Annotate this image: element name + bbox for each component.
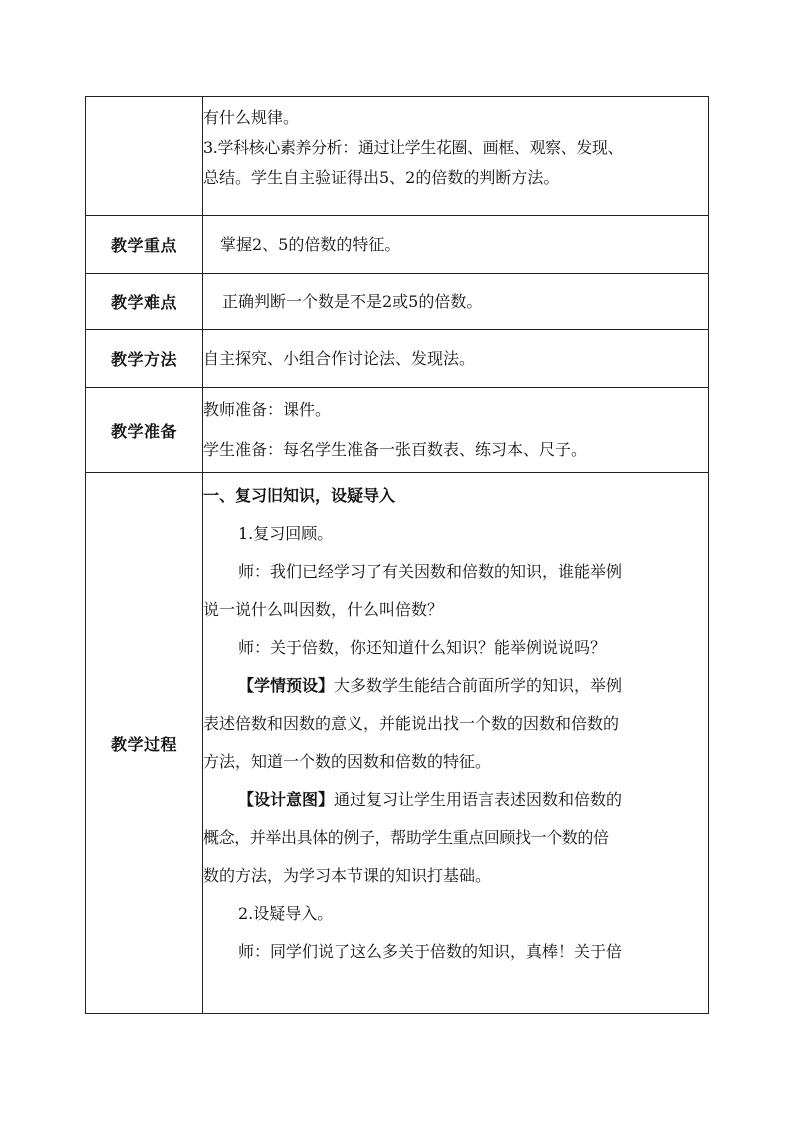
key-point-label: 教学重点 <box>86 216 203 274</box>
teacher-preparation: 教师准备：课件。 <box>203 400 332 419</box>
preparation-row <box>86 388 709 473</box>
objectives-line-3: 总结。学生自主验证得出5、2的倍数的判断方法。 <box>203 168 560 187</box>
method-content <box>203 330 709 388</box>
preparation-content <box>203 388 709 473</box>
objectives-line-1: 有什么规律。 <box>203 108 300 127</box>
process-row <box>86 473 709 1014</box>
student-preparation: 学生准备：每名学生准备一张百数表、练习本、尺子。 <box>203 440 588 459</box>
lesson-plan-table <box>85 96 709 1014</box>
preset-line-2: 表述倍数和因数的意义，并能说出找一个数的因数和倍数的 <box>203 714 620 733</box>
design-tag: 【设计意图】 <box>238 790 335 809</box>
preset-tag: 【学情预设】 <box>238 676 335 695</box>
key-point-row <box>86 216 709 274</box>
preparation-label: 教学准备 <box>86 388 203 473</box>
paragraph-3-line-1: 师：同学们说了这么多关于倍数的知识，真棒！关于倍 <box>238 942 623 961</box>
key-point-text: 掌握2、5的倍数的特征。 <box>220 234 401 254</box>
design-line-2: 概念，并举出具体的例子，帮助学生重点回顾找一个数的倍 <box>203 828 609 847</box>
preset-line-1 <box>203 667 708 705</box>
difficulty-content <box>203 274 709 330</box>
difficulty-label: 教学难点 <box>86 274 203 330</box>
process-content <box>203 473 709 1014</box>
objectives-content-cell <box>203 97 709 216</box>
paragraph-2: 师：关于倍数，你还知道什么知识？能举例说说吗？ <box>238 638 607 657</box>
objectives-line-2: 3.学科核心素养分析：通过让学生花圈、画框、观察、发现、 <box>203 138 624 157</box>
design-line-3: 数的方法，为学习本节课的知识打基础。 <box>203 866 492 885</box>
step-1-heading: 1.复习回顾。 <box>238 524 334 543</box>
method-row <box>86 330 709 388</box>
design-line-1 <box>203 781 708 819</box>
preset-line-3: 方法，知道一个数的因数和倍数的特征。 <box>203 752 492 771</box>
objectives-label-cell <box>86 97 203 216</box>
objectives-continued-row <box>86 97 709 216</box>
preset-text-1: 大多数学生能结合前面所学的知识，举例 <box>334 676 623 695</box>
design-text-1: 通过复习让学生用语言表述因数和倍数的 <box>334 790 623 809</box>
method-label: 教学方法 <box>86 330 203 388</box>
difficulty-row <box>86 274 709 330</box>
method-text: 自主探究、小组合作讨论法、发现法。 <box>203 348 476 368</box>
paragraph-1-line-2: 说一说什么叫因数，什么叫倍数？ <box>203 600 444 619</box>
step-2-heading: 2.设疑导入。 <box>238 904 334 923</box>
difficulty-text: 正确判断一个数是不是2或5的倍数。 <box>222 291 483 311</box>
paragraph-1-line-1: 师：我们已经学习了有关因数和倍数的知识，谁能举例 <box>238 562 623 581</box>
section-title: 一、复习旧知识，设疑导入 <box>203 486 396 505</box>
key-point-content <box>203 216 709 274</box>
process-label: 教学过程 <box>86 473 203 1014</box>
